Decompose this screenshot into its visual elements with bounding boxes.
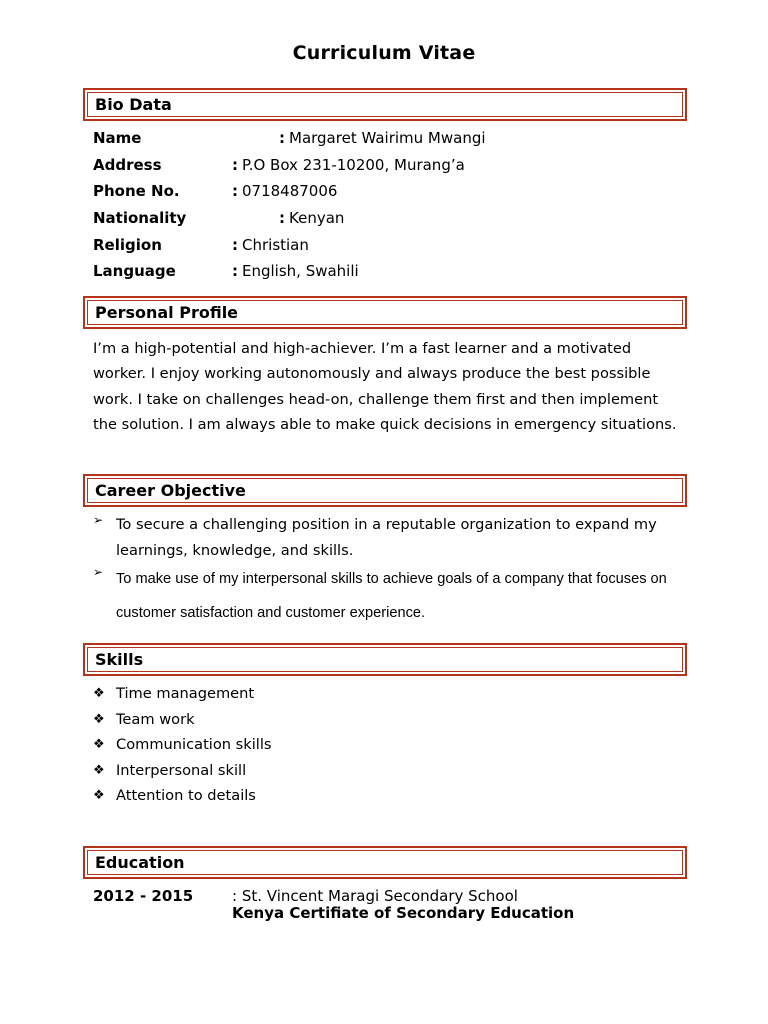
bio-colon: :	[279, 129, 285, 147]
bio-value	[279, 208, 344, 228]
objective-text: To secure a challenging position in a reputable organization to expand my learnings, knowledge, and skills.	[116, 516, 657, 559]
bio-value-text: Kenyan	[289, 209, 345, 227]
bio-label: Religion	[93, 236, 162, 254]
four-diamond-bullet-icon: ❖	[93, 712, 105, 727]
section-header-profile	[83, 296, 687, 329]
skill-text: Interpersonal skill	[116, 762, 247, 779]
arrowhead-bullet-icon: ➢	[93, 565, 104, 579]
bio-colon: :	[232, 262, 238, 280]
arrowhead-bullet-icon: ➢	[93, 513, 104, 527]
bio-value	[232, 181, 337, 201]
section-title: Education	[87, 850, 683, 875]
section-title: Personal Profile	[87, 300, 683, 325]
four-diamond-bullet-icon: ❖	[93, 686, 105, 701]
skill-text: Time management	[116, 685, 255, 702]
section-header-education	[83, 846, 687, 879]
four-diamond-bullet-icon: ❖	[93, 763, 105, 778]
section-title: Career Objective	[87, 478, 683, 503]
skill-text: Team work	[116, 711, 195, 728]
bio-value	[232, 261, 359, 281]
bio-colon: :	[232, 156, 238, 174]
skill-text: Attention to details	[116, 787, 256, 804]
section-header-bio	[83, 88, 687, 121]
bio-colon: :	[279, 209, 285, 227]
bio-label: Name	[93, 129, 142, 147]
section-title: Bio Data	[87, 92, 683, 117]
bio-colon: :	[232, 182, 238, 200]
bio-value-text: Margaret Wairimu Mwangi	[289, 129, 486, 147]
education-school: : St. Vincent Maragi Secondary School	[232, 887, 518, 905]
bio-value	[232, 235, 309, 255]
bio-value-text: English, Swahili	[242, 262, 359, 280]
bio-value	[279, 128, 486, 148]
profile-paragraph: I’m a high-potential and high-achiever. I’m a fast learner and a motivated worker. I enjoy working autonomously and always produce the best possible work. I take on challenges head-on, challenge them first and then implement the solution. I am always able to make quick decisions in emergency situations.	[93, 340, 677, 433]
bio-label: Phone No.	[93, 182, 180, 200]
section-header-objective	[83, 474, 687, 507]
bio-label: Nationality	[93, 209, 187, 227]
bio-value-text: Christian	[242, 236, 309, 254]
education-years: 2012 - 2015	[93, 887, 194, 905]
objective-text: To make use of my interpersonal skills to achieve goals of a company that focuses on customer satisfaction and customer experience.	[116, 571, 667, 621]
bio-value-text: P.O Box 231-10200, Murang’a	[242, 156, 465, 174]
skill-text: Communication skills	[116, 736, 272, 753]
four-diamond-bullet-icon: ❖	[93, 788, 105, 803]
bio-value	[232, 155, 465, 175]
four-diamond-bullet-icon: ❖	[93, 737, 105, 752]
section-title: Skills	[87, 647, 683, 672]
bio-label: Language	[93, 262, 176, 280]
page-title: Curriculum Vitae	[292, 42, 476, 64]
education-certificate: Kenya Certifiate of Secondary Education	[232, 904, 575, 922]
bio-label: Address	[93, 156, 162, 174]
bio-value-text: 0718487006	[242, 182, 338, 200]
section-header-skills	[83, 643, 687, 676]
bio-colon: :	[232, 236, 238, 254]
